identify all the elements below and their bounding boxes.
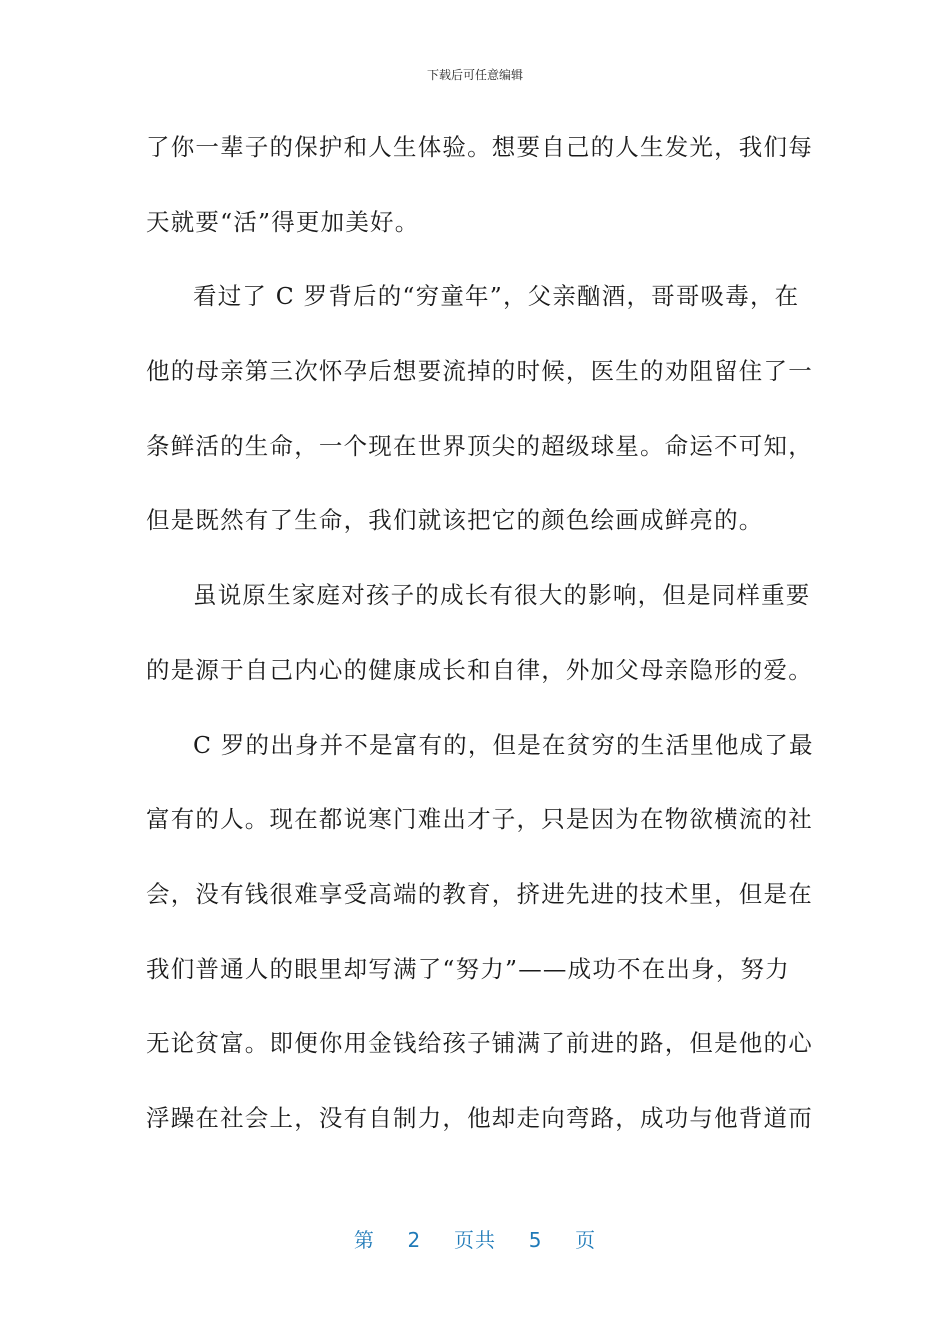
page-label-prefix: 第: [353, 1228, 375, 1252]
page-label-suffix: 页: [575, 1228, 597, 1252]
page-header: 下载后可任意编辑: [426, 68, 523, 82]
paragraph-start-line: 看过了 C 罗背后的“穷童年”，父亲酗酒，哥哥吸毒，在: [193, 282, 800, 311]
text-line: 他的母亲第三次怀孕后想要流掉的时候，医生的劝阻留住了一: [146, 357, 813, 386]
total-page-number: 5: [528, 1228, 543, 1252]
paragraph-start-line: C 罗的出身并不是富有的，但是在贫穷的生活里他成了最: [193, 730, 814, 759]
page-footer: [0, 1224, 950, 1253]
text-line: 但是既然有了生命，我们就该把它的颜色绘画成鲜亮的。: [146, 506, 764, 535]
document-body: [146, 110, 814, 1156]
text-line: 我们普通人的眼里却写满了“努力”——成功不在出身，努力: [146, 954, 790, 983]
text-line: 会，没有钱很难享受高端的教育，挤进先进的技术里，但是在: [146, 879, 813, 908]
paragraph-start-line: 虽说原生家庭对孩子的成长有很大的影响，但是同样重要: [193, 581, 811, 610]
text-line: 条鲜活的生命，一个现在世界顶尖的超级球星。命运不可知，: [146, 431, 813, 460]
text-line: 富有的人。现在都说寒门难出才子，只是因为在物欲横流的社: [146, 805, 813, 834]
text-line: 了你一辈子的保护和人生体验。想要自己的人生发光，我们每: [146, 133, 813, 161]
text-line: 天就要“活”得更加美好。: [146, 207, 420, 236]
text-line: 无论贫富。即便你用金钱给孩子铺满了前进的路，但是他的心: [146, 1029, 813, 1058]
text-line: 的是源于自己内心的健康成长和自律，外加父母亲隐形的爱。: [146, 655, 813, 684]
current-page-number: 2: [407, 1228, 422, 1252]
text-line: 浮躁在社会上，没有自制力，他却走向弯路，成功与他背道而: [146, 1103, 813, 1132]
page-label-middle: 页共: [454, 1228, 496, 1252]
